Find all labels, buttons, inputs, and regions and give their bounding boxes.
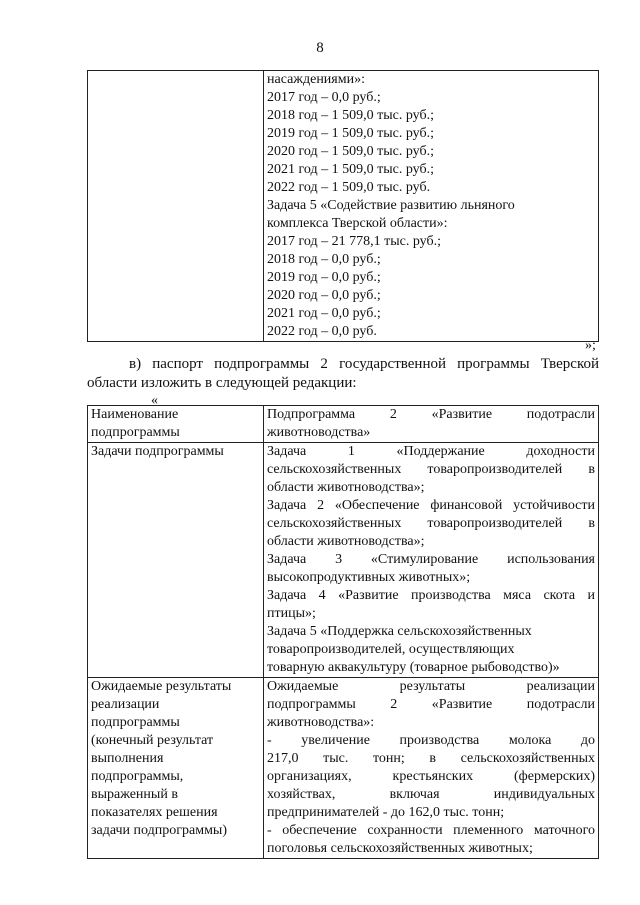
text-line: 2019 год – 0,0 руб.; bbox=[267, 270, 381, 285]
funding-table bbox=[87, 70, 599, 342]
value-line: товаропроизводителей, осуществляющих bbox=[267, 642, 515, 657]
value-line: предпринимателей - до 162,0 тыс. тонн; bbox=[267, 805, 505, 820]
value-line: Ожидаемые результаты реализации bbox=[267, 679, 595, 694]
label-line: Задачи подпрограммы bbox=[91, 444, 224, 459]
table-row bbox=[88, 443, 599, 678]
text-line: комплекса Тверской области»: bbox=[267, 216, 448, 231]
value-line: высокопродуктивных животных»; bbox=[267, 570, 471, 585]
passport-table bbox=[87, 405, 599, 859]
value-line: Задача 3 «Стимулирование использования bbox=[267, 552, 595, 567]
text-line: насаждениями»: bbox=[267, 72, 365, 87]
value-line: Задача 5 «Поддержка сельскохозяйственных bbox=[267, 624, 532, 639]
label-line: (конечный результат bbox=[91, 733, 214, 748]
value-line: хозяйствах, включая индивидуальных bbox=[267, 787, 595, 802]
table-row bbox=[88, 678, 599, 859]
label-line: подпрограммы bbox=[91, 715, 180, 730]
value-line: области животноводства»; bbox=[267, 480, 425, 495]
value-line: сельскохозяйственных товаропроизводителей в bbox=[267, 462, 595, 477]
text-line: Задача 5 «Содействие развитию льняного bbox=[267, 198, 515, 213]
page-number: 8 bbox=[316, 40, 324, 56]
label-line: Ожидаемые результаты bbox=[91, 679, 232, 694]
value-line: области животноводства»; bbox=[267, 534, 425, 549]
value-line: Подпрограмма 2 «Развитие подотрасли bbox=[267, 407, 595, 422]
value-line: сельскохозяйственных товаропроизводителей в bbox=[267, 516, 595, 531]
label-line: Наименование bbox=[91, 407, 179, 422]
text-line: 2022 год – 1 509,0 тыс. руб. bbox=[267, 180, 431, 195]
value-line: животноводства» bbox=[267, 425, 371, 440]
label-line: задачи подпрограммы) bbox=[91, 823, 228, 838]
paragraph-line: области изложить в следующей редакции: bbox=[87, 375, 357, 391]
text-line: 2018 год – 0,0 руб.; bbox=[267, 252, 381, 267]
row-value bbox=[264, 443, 599, 678]
table-cell-empty bbox=[88, 71, 264, 342]
table-row bbox=[88, 406, 599, 443]
row-value bbox=[264, 406, 599, 443]
value-line: птицы»; bbox=[267, 606, 316, 621]
value-line: Задача 1 «Поддержание доходности bbox=[267, 444, 595, 459]
opening-quote: « bbox=[151, 393, 158, 408]
text-line: 2020 год – 0,0 руб.; bbox=[267, 288, 381, 303]
label-line: реализации bbox=[91, 697, 160, 712]
funding-cell bbox=[264, 71, 599, 342]
text-line: 2022 год – 0,0 руб. bbox=[267, 324, 377, 339]
value-line: товарную аквакультуру (товарное рыбоводство)» bbox=[267, 660, 560, 675]
text-line: 2017 год – 0,0 руб.; bbox=[267, 90, 381, 105]
label-line: показателях решения bbox=[91, 805, 218, 820]
value-line: подпрограммы 2 «Развитие подотрасли bbox=[267, 697, 595, 712]
label-line: подпрограммы bbox=[91, 425, 180, 440]
label-line: выполнения bbox=[91, 751, 164, 766]
text-line: 2021 год – 0,0 руб.; bbox=[267, 306, 381, 321]
value-line: Задача 4 «Развитие производства мяса скота и bbox=[267, 588, 595, 603]
value-line: - увеличение производства молока до bbox=[267, 733, 595, 748]
text-line: 2019 год – 1 509,0 тыс. руб.; bbox=[267, 126, 434, 141]
value-line: Задача 2 «Обеспечение финансовой устойчивости bbox=[267, 498, 595, 513]
text-line: 2020 год – 1 509,0 тыс. руб.; bbox=[267, 144, 434, 159]
label-line: подпрограммы, bbox=[91, 769, 184, 784]
paragraph-line: в) паспорт подпрограммы 2 государственной программы Тверской bbox=[129, 356, 599, 372]
row-label bbox=[88, 443, 264, 678]
value-line: животноводства»: bbox=[267, 715, 375, 730]
text-line: 2021 год – 1 509,0 тыс. руб.; bbox=[267, 162, 434, 177]
value-line: - обеспечение сохранности племенного маточного bbox=[267, 823, 595, 838]
row-label bbox=[88, 406, 264, 443]
body-paragraph bbox=[87, 355, 599, 393]
text-line: 2018 год – 1 509,0 тыс. руб.; bbox=[267, 108, 434, 123]
row-value bbox=[264, 678, 599, 859]
value-line: 217,0 тыс. тонн; в сельскохозяйственных bbox=[267, 751, 595, 766]
closing-mark: »; bbox=[585, 338, 596, 353]
value-line: поголовья сельскохозяйственных животных; bbox=[267, 841, 533, 856]
text-line: 2017 год – 21 778,1 тыс. руб.; bbox=[267, 234, 441, 249]
table-row bbox=[88, 71, 599, 342]
value-line: организациях, крестьянских (фермерских) bbox=[267, 769, 595, 784]
row-label bbox=[88, 678, 264, 859]
label-line: выраженный в bbox=[91, 787, 178, 802]
